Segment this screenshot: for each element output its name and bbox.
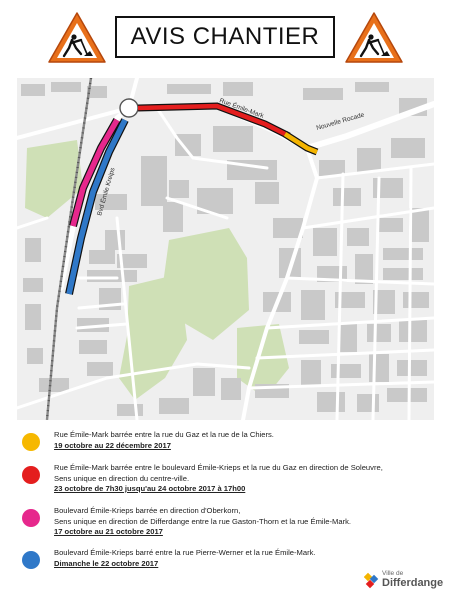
roundabout [120, 99, 138, 117]
legend-dot-red [22, 466, 40, 484]
construction-map [17, 78, 434, 420]
road-works-warning-icon [46, 10, 108, 66]
road-works-warning-icon [343, 10, 405, 66]
legend-text-2: Sens unique en direction du centre-ville. [54, 473, 190, 483]
legend-date: 23 octobre de 7h30 jusqu'au 24 octobre 2017 à 17h00 [54, 484, 246, 493]
street-label-bvd-emile-kreips: Bvd Émile Kreips [96, 167, 117, 217]
page-title: AVIS CHANTIER [130, 23, 320, 50]
title-box [115, 16, 335, 58]
legend-text: Rue Émile-Mark barrée entre le boulevard Émile-Krieps et la rue du Gaz en direction de Soleuvre, [54, 463, 383, 472]
differdange-logo [364, 570, 444, 596]
legend-text: Boulevard Émile-Krieps barrée en direction d'Oberkorn, [54, 506, 241, 515]
logo-small-text: Ville de [382, 570, 404, 577]
legend-dot-magenta [22, 509, 40, 527]
legend-text-2: Sens unique en direction de Differdange entre la rue Gaston-Thorn et la rue Émile-Mark. [54, 516, 352, 526]
street-label-nouvelle-rocade: Nouvelle Rocade [315, 111, 366, 132]
logo-big-text: Differdange [382, 577, 444, 589]
legend-text: Rue Émile-Mark barrée entre la rue du Gaz et la rue de la Chiers. [54, 430, 274, 439]
legend-dot-yellow [22, 433, 40, 451]
legend-date: 17 octobre au 21 octobre 2017 [54, 527, 163, 536]
header [10, 8, 440, 70]
legend-text: Boulevard Émile-Krieps barré entre la rue Pierre-Werner et la rue Émile-Mark. [54, 548, 316, 557]
street-label-emile-mark: Rue Émile-Mark [218, 97, 265, 120]
legend-date: Dimanche le 22 octobre 2017 [54, 558, 159, 568]
legend-dot-blue [22, 551, 40, 569]
legend-date: 19 octobre au 22 décembre 2017 [54, 440, 171, 450]
differdange-logo-icon [364, 572, 380, 590]
